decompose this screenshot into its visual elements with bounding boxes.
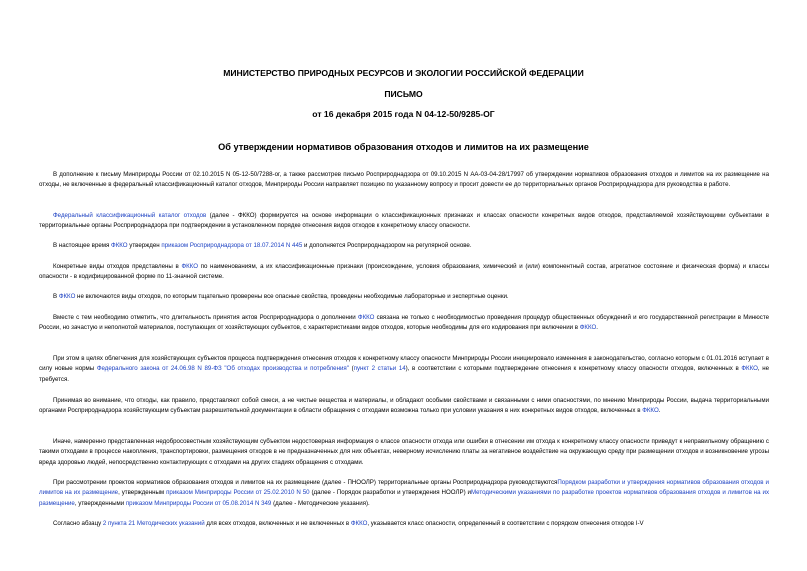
- document-link[interactable]: приказом Минприроды России от 05.08.2014 N 349: [125, 499, 272, 507]
- paragraph: [39, 396, 769, 417]
- paragraph-text: (далее - Методические указания).: [271, 499, 370, 507]
- paragraph-text: В дополнение к письму Минприроды России от 02.10.2015 N 05-12-50/7288-ог, а также рассмотрев письмо Росприроднадзора от 09.10.2015 N АА-03-04-28/17997 об утверждении нормативов образования отходов и лимитов на их размещение на отходы, не включенные в федеральный классификационный каталог отходов, Минприроды России направляет позицию по указанному вопросу и просит довести ее до территориальных органов Росприроднадзора для руководства в работе.: [39, 171, 769, 189]
- paragraph: [39, 478, 769, 509]
- paragraph: [39, 241, 769, 251]
- document-link[interactable]: Порядком разработки и утверждения нормативов образования отходов и лимитов на их размещение: [39, 479, 769, 497]
- paragraph-text: ), в соответствии с которыми подтверждение отнесения к конкретному классу опасности отходов, включенных в: [405, 365, 742, 373]
- paragraph-text: , не требуется.: [39, 365, 770, 383]
- paragraph-text: , утвержденными: [74, 499, 126, 507]
- paragraph-text: по наименованиям, а их классификационные признаки (происхождение, условия образования, химический и (или) компонентный состав, агрегатное состояние и физическая форма) и классы опасности - в кодифицированной форме по 11-значной системе.: [39, 263, 769, 281]
- paragraph-text: Вместе с тем необходимо отметить, что длительность принятия актов Росприроднадзора о дополнении: [53, 314, 358, 321]
- paragraph-text: , указывается класс опасности, определенный в соответствии с порядком отнесения отходов I-V: [367, 520, 644, 527]
- document-link[interactable]: Федеральный классификационный каталог отходов: [53, 212, 207, 219]
- paragraph-text: Конкретные виды отходов представлены в: [53, 263, 182, 270]
- paragraph-text: Иначе, намеренно представленная недобросовестным хозяйствующим субъектом недостоверная информация о классе опасности отхода или ошибки в отнесении им отхода к конкретному классу опасности приведут к неправильному обращению с такими отходами в процессе накопления, транспортировки, размещения отходов в не предназначенных для них объектах, неверному исчислению платы за негативное воздействие на окружающую среду при размещении отходов и возникновение угрозы вреда здоровью людей, непосредственно контактирующих с отходами на других стадиях обращения с отходами.: [39, 438, 769, 466]
- paragraph: [39, 519, 769, 529]
- document-link[interactable]: ФККО: [58, 293, 76, 300]
- paragraph-text: , утвержденным: [118, 489, 167, 497]
- document-subject: Об утверждении нормативов образования отходов и лимитов на их размещение: [218, 142, 589, 152]
- document-link[interactable]: ФККО: [357, 314, 375, 321]
- document-type: ПИСЬМО: [384, 89, 423, 99]
- document-link[interactable]: Методическими указаниями по разработке проектов нормативов образования отходов и лимитов на их размещение: [39, 489, 770, 507]
- document-link[interactable]: ФККО: [111, 242, 128, 249]
- document-link[interactable]: ФККО: [350, 520, 368, 527]
- paragraph-text: связана не только с необходимостью проведения процедур общественных обсуждений и его государственной регистрации в Минюсте России, но зачастую и неполнотой материалов, поступающих от хозяйствующих субъектов, с характеристиками видов отходов, которые необходимы для его кодирования при включении в: [39, 314, 769, 332]
- paragraph-text: При этом в целях облегчения для хозяйствующих субъектов процесса подтверждения отнесения отходов к конкретному классу опасности Минприроды России инициировало изменения в законодательство, согласно которым с 01.01.2016 вступает в силу новые нормы: [39, 355, 769, 373]
- paragraph: [39, 292, 769, 302]
- paragraph-text: Принимая во внимание, что отходы, как правило, представляют собой смеси, а не чистые вещества и материалы, и обладают особыми свойствами и связанными с ними опасностями, по мнению Минприроды России, выдача территориальными органами Росприроднадзора хозяйствующим субъектам разрешительной документации в области обращения с отходами возможна только при условии указания в них конкретных видов отходов, включенных в: [39, 397, 769, 415]
- paragraph-text: .: [596, 324, 598, 332]
- paragraph: [39, 211, 769, 232]
- document-date-number: от 16 декабря 2015 года N 04-12-50/9285-ОГ: [312, 109, 495, 119]
- paragraph-text: (далее - ФККО) формируется на основе информации о классификационных признаках и классах опасности конкретных видов отходов, представляемой хозяйствующими субъектами в территориальные органы Росприроднадзора при подтверждении в установленном порядке отнесения видов отходов к конкретному классу опасности.: [39, 212, 769, 230]
- document-link[interactable]: Федерального закона от 24.06.98 N 89-ФЗ "Об отходах производства и потребления": [96, 365, 349, 373]
- paragraph: [39, 262, 769, 283]
- document-link[interactable]: ФККО: [741, 365, 758, 373]
- paragraph-text: (: [348, 365, 354, 373]
- paragraph: [39, 354, 769, 385]
- document-link[interactable]: приказом Минприроды России от 25.02.2010 N 50: [166, 489, 310, 497]
- document-link[interactable]: ФККО: [181, 263, 198, 270]
- document-link[interactable]: приказом Росприроднадзора от 18.07.2014 N 445: [161, 242, 303, 249]
- paragraph-text: В настоящее время: [53, 242, 112, 249]
- document-link[interactable]: пункт 2 статьи 14: [353, 365, 406, 373]
- paragraph-text: для всех отходов, включенных и не включенных в: [204, 520, 351, 527]
- paragraph: [39, 170, 769, 191]
- ministry-heading: МИНИСТЕРСТВО ПРИРОДНЫХ РЕСУРСОВ И ЭКОЛОГИИ РОССИЙСКОЙ ФЕДЕРАЦИИ: [223, 68, 584, 78]
- paragraph-text: (далее - Порядок разработки и утверждения НООЛР) и: [309, 489, 471, 497]
- paragraph-text: В: [53, 293, 59, 300]
- document-link[interactable]: ФККО: [642, 407, 659, 415]
- paragraph: [39, 437, 769, 468]
- paragraph-text: Согласно абзацу: [53, 520, 103, 527]
- document-link[interactable]: ФККО: [579, 324, 597, 332]
- paragraph: [39, 313, 769, 334]
- document-link[interactable]: 2 пункта 21 Методических указаний: [102, 520, 205, 527]
- paragraph-text: .: [658, 407, 661, 415]
- paragraph-text: При рассмотрении проектов нормативов образования отходов и лимитов на их размещение (далее - ПНООЛР) территориальные органы Росприроднадзора руководствуются: [53, 479, 558, 486]
- paragraph-text: не включаются виды отходов, по которым тщательно проверены все опасные свойства, проведены необходимые лабораторные и экспертные оценки.: [75, 293, 509, 300]
- paragraph-text: и дополняется Росприроднадзором на регулярной основе.: [302, 242, 472, 249]
- paragraph-text: утвержден: [127, 242, 162, 249]
